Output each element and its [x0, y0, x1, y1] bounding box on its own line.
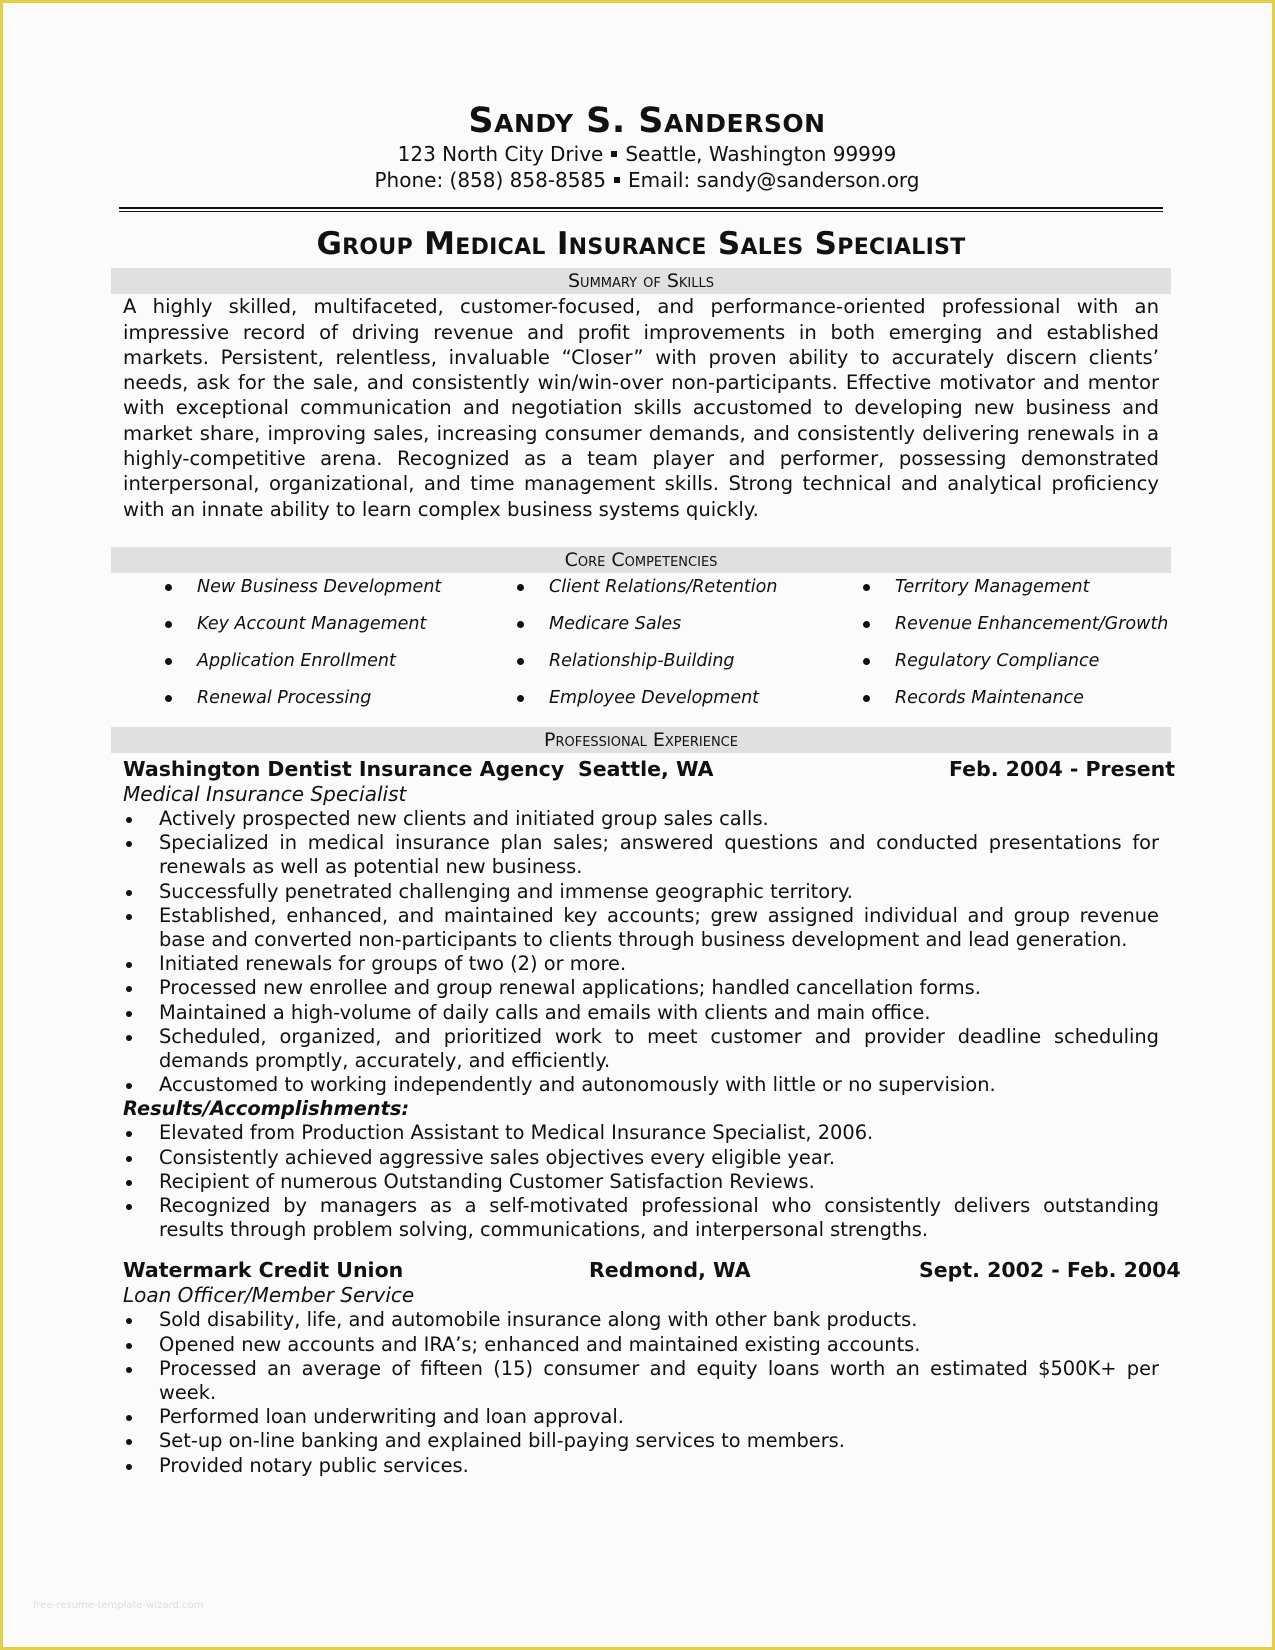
job-headline: Group Medical Insurance Sales Specialist: [316, 226, 966, 263]
bullet-icon: [126, 1464, 132, 1470]
header-rule-thin: [119, 211, 1163, 212]
list-item: Accustomed to working independently and autonomously with little or no supervision.: [159, 1073, 1159, 1097]
competency-item: Application Enrollment: [197, 651, 396, 671]
bullet-icon: [126, 1011, 132, 1017]
job-header: [111, 1258, 1181, 1283]
bullet-icon: [126, 890, 132, 896]
list-item: Provided notary public services.: [159, 1454, 1159, 1478]
separator-square-icon: [611, 151, 617, 157]
list-item: Processed new enrollee and group renewal applications; handled cancellation forms.: [159, 976, 1159, 1000]
list-item: Established, enhanced, and maintained key accounts; grew assigned individual and group revenue base and converted non-participants to clients through business development and lead generation.: [159, 904, 1159, 952]
city-state-zip: Seattle, Washington 99999: [625, 142, 897, 167]
bullet-icon: [165, 621, 172, 628]
list-item: Set-up on-line banking and explained bill-paying services to members.: [159, 1429, 1159, 1453]
bullet-icon: [126, 1439, 132, 1445]
competency-item: Employee Development: [549, 688, 759, 708]
summary-paragraph: A highly skilled, multifaceted, customer-focused, and performance-oriented professional with an impressive record of driving revenue and profit improvements in both emerging and established markets. Persistent, relentless, invaluable “Closer” with proven ability to accurately discern clients’ needs, ask for the sale, and consistently win/win-over non-participants. Effective motivator and mentor with exceptional communication and negotiation skills accustomed to developing new business and market share, improving sales, increasing consumer demands, and consistently delivering renewals in a highly-competitive arena. Recognized as a team player and performer, possessing demonstrated interpersonal, organizational, and time management skills. Strong technical and analytical proficiency with an innate ability to learn complex business systems quickly.: [123, 295, 1159, 521]
list-item: Maintained a high-volume of daily calls and emails with clients and main office.: [159, 1001, 1159, 1025]
candidate-name: Sandy S. Sanderson: [468, 101, 826, 141]
bullet-icon: [165, 584, 172, 591]
list-item: Performed loan underwriting and loan approval.: [159, 1405, 1159, 1429]
competency-item: Renewal Processing: [197, 688, 371, 708]
bullet-icon: [126, 1083, 132, 1089]
bullet-icon: [517, 621, 524, 628]
job-role: Medical Insurance Specialist: [123, 781, 407, 806]
job-role: Loan Officer/Member Service: [123, 1283, 415, 1308]
bullet-icon: [126, 1318, 132, 1324]
list-item: Scheduled, organized, and prioritized work to meet customer and provider deadline scheduling demands promptly, accurately, and efficiently.: [159, 1025, 1159, 1073]
results-label: Results/Accomplishments:: [123, 1097, 410, 1121]
email-address: Email: sandy@sanderson.org: [627, 168, 920, 193]
bullet-icon: [165, 658, 172, 665]
bullet-icon: [126, 1367, 132, 1373]
job-location: Seattle, WA: [578, 756, 714, 781]
competency-item: Relationship-Building: [549, 651, 735, 671]
competency-item: New Business Development: [197, 577, 441, 597]
bullet-icon: [517, 695, 524, 702]
bullet-icon: [126, 841, 132, 847]
bullet-icon: [863, 621, 870, 628]
competency-item: Territory Management: [895, 577, 1090, 597]
bullet-icon: [126, 986, 132, 992]
list-item: Sold disability, life, and automobile insurance along with other bank products.: [159, 1308, 1159, 1332]
competency-item: Client Relations/Retention: [549, 577, 777, 597]
list-item: Initiated renewals for groups of two (2) or more.: [159, 952, 1159, 976]
bullet-icon: [863, 658, 870, 665]
bullet-icon: [126, 1131, 132, 1137]
bullet-icon: [126, 1415, 132, 1421]
list-item: Successfully penetrated challenging and immense geographic territory.: [159, 880, 1159, 904]
bullet-icon: [517, 658, 524, 665]
section-competencies-title: Core Competencies: [111, 547, 1171, 573]
bullet-icon: [165, 695, 172, 702]
competency-item: Regulatory Compliance: [895, 651, 1099, 671]
list-item: Recipient of numerous Outstanding Customer Satisfaction Reviews.: [159, 1170, 1159, 1194]
watermark-text: free-resume-template-wizard.com: [33, 1600, 204, 1611]
job-location: Redmond, WA: [589, 1258, 751, 1283]
bullet-icon: [126, 1035, 132, 1041]
list-item: Processed an average of fifteen (15) consumer and equity loans worth an estimated $500K+ per week.: [159, 1357, 1159, 1405]
list-item: Consistently achieved aggressive sales objectives every eligible year.: [159, 1146, 1159, 1170]
job-dates: Feb. 2004 - Present: [949, 756, 1176, 781]
list-item: Elevated from Production Assistant to Medical Insurance Specialist, 2006.: [159, 1121, 1159, 1145]
competency-item: Medicare Sales: [549, 614, 681, 634]
job-header: [111, 756, 1176, 782]
company-name: Watermark Credit Union: [123, 1258, 404, 1283]
bullet-icon: [126, 914, 132, 920]
company-name: Washington Dentist Insurance Agency: [123, 756, 565, 781]
bullet-icon: [126, 1156, 132, 1162]
competencies-grid: [111, 577, 1171, 727]
job-duties-list: [111, 807, 1159, 1097]
list-item: Opened new accounts and IRA’s; enhanced and maintained existing accounts.: [159, 1333, 1159, 1357]
section-experience-title: Professional Experience: [111, 727, 1171, 753]
street-address: 123 North City Drive: [397, 142, 604, 167]
bullet-icon: [126, 1204, 132, 1210]
job-duties-list: [111, 1308, 1159, 1477]
job-dates: Sept. 2002 - Feb. 2004: [919, 1258, 1181, 1283]
phone-number: Phone: (858) 858-8585: [374, 168, 606, 193]
bullet-icon: [517, 584, 524, 591]
separator-square-icon: [614, 177, 620, 183]
bullet-icon: [126, 1180, 132, 1186]
competency-item: Key Account Management: [197, 614, 426, 634]
bullet-icon: [126, 1343, 132, 1349]
list-item: Actively prospected new clients and initiated group sales calls.: [159, 807, 1159, 831]
bullet-icon: [126, 817, 132, 823]
list-item: Specialized in medical insurance plan sales; answered questions and conducted presentations for renewals as well as potential new business.: [159, 831, 1159, 879]
section-summary-title: Summary of Skills: [111, 268, 1171, 294]
header-rule-thick: [119, 207, 1163, 209]
resume-page: [111, 101, 1181, 1478]
competency-item: Revenue Enhancement/Growth: [895, 614, 1168, 634]
bullet-icon: [863, 695, 870, 702]
list-item: Recognized by managers as a self-motivated professional who consistently delivers outstanding results through problem solving, communications, and interpersonal strengths.: [159, 1194, 1159, 1242]
contact-phone-email: [111, 167, 1171, 193]
bullet-icon: [126, 962, 132, 968]
contact-address: [111, 141, 1171, 167]
competency-item: Records Maintenance: [895, 688, 1084, 708]
bullet-icon: [863, 584, 870, 591]
results-list: [111, 1121, 1159, 1242]
